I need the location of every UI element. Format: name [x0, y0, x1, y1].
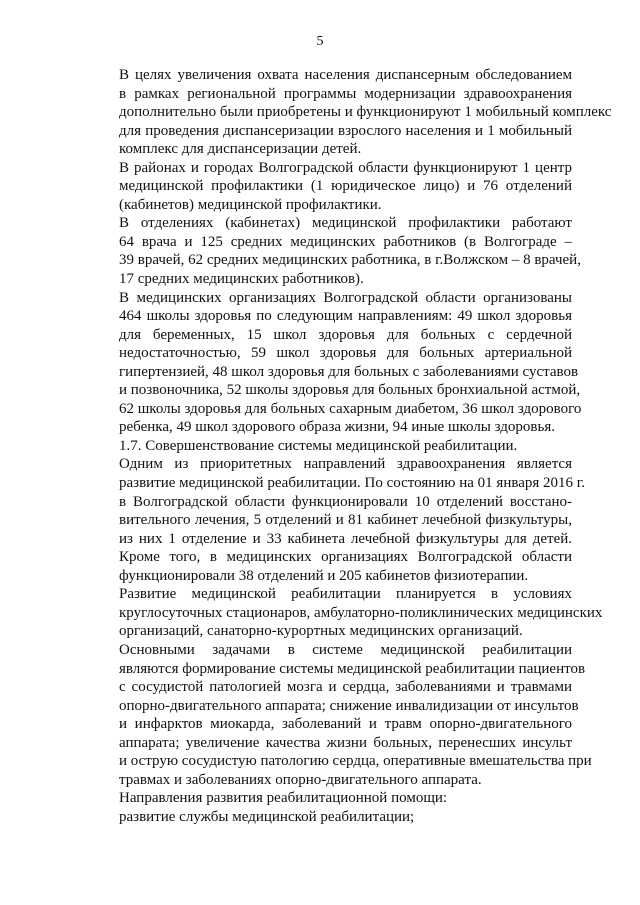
text-line: 62 школы здоровья для больных сахарным диабетом, 36 школ здорового — [119, 400, 582, 417]
text-line: для беременных, 15 школ здоровья для больных с сердечной — [119, 326, 572, 343]
text-line: 1.7. Совершенствование системы медицинской реабилитации. — [119, 437, 518, 454]
text-line: в рамках региональной программы модернизации здравоохранения — [119, 85, 572, 102]
text-line: функционировали 38 отделений и 205 кабинетов физиотерапии. — [119, 567, 529, 584]
text-line: Развитие медицинской реабилитации планируется в условиях — [119, 586, 572, 603]
text-line: и позвоночника, 52 школы здоровья для больных бронхиальной астмой, — [119, 382, 581, 399]
text-line: круглосуточных стационаров, амбулаторно-поликлинических медицинских — [119, 604, 603, 621]
text-line: комплекс для диспансеризации детей. — [119, 141, 362, 158]
text-line: являются формирование системы медицинской реабилитации пациентов — [119, 660, 586, 677]
text-line: дополнительно были приобретены и функционируют 1 мобильный комплекс — [119, 104, 612, 121]
text-line: медицинской профилактики (1 юридическое лицо) и 76 отделений — [119, 178, 572, 195]
text-line: (кабинетов) медицинской профилактики. — [119, 196, 382, 213]
text-line: организаций, санаторно-курортных медицинских организаций. — [119, 623, 523, 640]
page-number: 5 — [316, 34, 324, 49]
text-line: В целях увеличения охвата населения диспансерным обследованием — [119, 67, 572, 83]
text-line: Одним из приоритетных направлений здравоохранения является — [119, 456, 572, 473]
text-line: и инфарктов миокарда, заболеваний и травм опорно-двигательного — [119, 716, 572, 733]
text-line: 39 врачей, 62 средних медицинских работника, в г.Волжском – 8 врачей, — [119, 252, 581, 269]
text-line: гипертензией, 48 школ здоровья для больных с заболеваниями суставов — [119, 363, 579, 380]
text-line: вительного лечения, 5 отделений и 81 кабинет лечебной физкультуры, — [119, 512, 572, 529]
paragraph — [84, 66, 612, 159]
text-line: Кроме того, в медицинских организациях Волгоградской области — [119, 549, 572, 566]
text-line: с сосудистой патологией мозга и сердца, заболеваниями и травмами — [119, 679, 572, 696]
paragraph — [84, 585, 603, 641]
text-line: и острую сосудистую патологию сердца, оперативные вмешательства при — [119, 753, 592, 770]
text-line: ребенка, 49 школ здорового образа жизни, 94 иные школы здоровья. — [119, 419, 555, 436]
text-line: травмах и заболеваниях опорно-двигательного аппарата. — [119, 771, 482, 788]
paragraph — [84, 289, 582, 437]
text-line: 464 школы здоровья по следующим направлениям: 49 школ здоровья — [119, 308, 572, 325]
paragraph — [84, 437, 572, 456]
text-line: Направления развития реабилитационной помощи: — [119, 790, 448, 807]
text-line: для проведения диспансеризации взрослого населения и 1 мобильный — [119, 122, 572, 139]
text-line: 17 средних медицинских работников). — [119, 271, 364, 288]
document-body — [84, 66, 612, 826]
text-line: развитие медицинской реабилитации. По состоянию на 01 января 2016 г. — [119, 475, 586, 492]
text-line: недостаточностью, 59 школ здоровья для больных артериальной — [119, 345, 572, 362]
text-line: Основными задачами в системе медицинской реабилитации — [119, 641, 572, 658]
paragraph — [84, 214, 581, 288]
paragraph — [84, 641, 592, 789]
paragraph — [84, 159, 572, 215]
text-line: 64 врача и 125 средних медицинских работников (в Волгограде – — [119, 233, 572, 250]
text-line: из них 1 отделение и 33 кабинета лечебной физкультуры для детей. — [119, 530, 572, 547]
text-line: В отделениях (кабинетах) медицинской профилактики работают — [119, 215, 572, 232]
paragraph — [84, 455, 586, 585]
text-line: В медицинских организациях Волгоградской области организованы — [119, 289, 572, 306]
paragraph — [84, 789, 572, 808]
text-line: в Волгоградской области функционировали 10 отделений восстано- — [119, 493, 572, 510]
text-line: В районах и городах Волгоградской области функционируют 1 центр — [119, 159, 572, 176]
paragraph — [84, 808, 572, 827]
text-line: опорно-двигательного аппарата; снижение инвалидизации от инсультов — [119, 697, 579, 714]
text-line: развитие службы медицинской реабилитации; — [119, 808, 415, 825]
text-line: аппарата; увеличение качества жизни больных, перенесших инсульт — [119, 734, 572, 751]
